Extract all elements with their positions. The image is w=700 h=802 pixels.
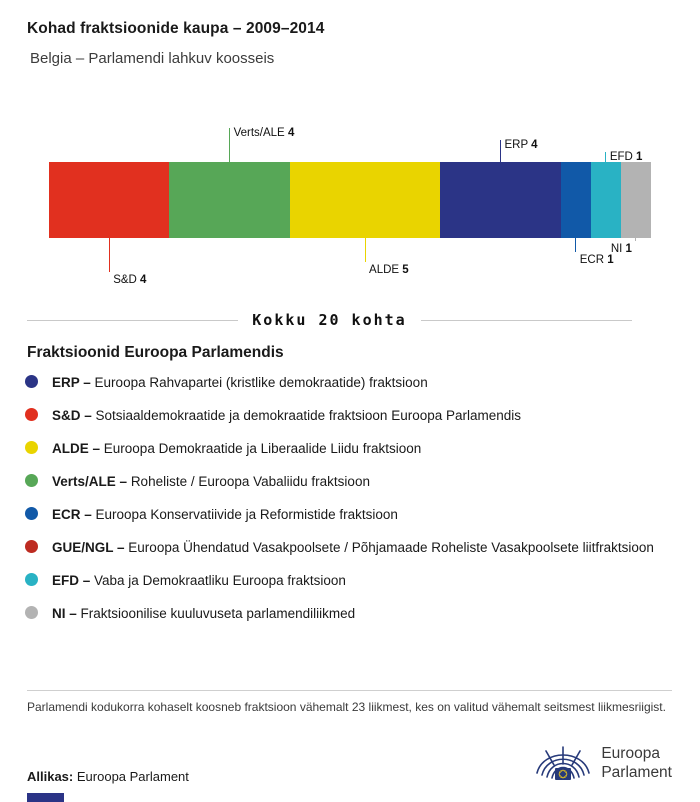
efd-color-dot-icon <box>25 573 38 586</box>
group-desc: Euroopa Konservatiivide ja Reformistide fraktsioon <box>95 507 398 522</box>
legend-item-text <box>52 538 654 557</box>
source-label: Allikas: <box>27 769 74 784</box>
group-desc: Vaba ja Demokraatliku Euroopa fraktsioon <box>94 573 346 588</box>
erp-color-dot-icon <box>25 375 38 388</box>
legend-item-text <box>52 604 355 623</box>
legend-item-text <box>52 505 398 524</box>
group-abbr: EFD – <box>52 573 91 588</box>
callout-label-erp: ERP 4 <box>504 139 538 151</box>
legend-item-efd <box>25 571 657 590</box>
source-line <box>27 769 189 784</box>
callout-label-verts-ale: Verts/ALE 4 <box>233 127 295 139</box>
group-desc: Fraktsioonilise kuuluvuseta parlamendiliikmed <box>80 606 356 621</box>
group-desc: Euroopa Rahvapartei (kristlike demokraatide) fraktsioon <box>94 375 428 390</box>
legend-item-text <box>52 406 521 425</box>
total-seats-row <box>27 311 632 329</box>
ecr-color-dot-icon <box>25 507 38 520</box>
logo-line2: Parlament <box>601 764 672 781</box>
sd-color-dot-icon <box>25 408 38 421</box>
callout-line-efd <box>605 152 606 162</box>
callout-line-verts-ale <box>229 128 230 162</box>
footnote-divider <box>27 690 672 691</box>
callout-line-s-d <box>109 238 110 272</box>
ni-color-dot-icon <box>25 606 38 619</box>
callout-line-alde <box>365 238 366 262</box>
total-seats-label: Kokku 20 kohta <box>252 311 407 329</box>
divider-line-left <box>27 320 238 321</box>
callout-line-ni <box>635 238 636 241</box>
legend-heading: Fraktsioonid Euroopa Parlamendis <box>27 344 284 361</box>
legend-item-ecr <box>25 505 657 524</box>
footnote-text: Parlamendi kodukorra kohaselt koosneb fraktsioon vähemalt 23 liikmest, kes on valitud vähemalt seitsmest liikmesriigist. <box>27 700 666 714</box>
legend-item-text <box>52 373 428 392</box>
seats-chart <box>49 118 651 292</box>
group-abbr: GUE/NGL – <box>52 540 125 555</box>
legend-item-ni <box>25 604 657 623</box>
legend-item-sd <box>25 406 657 425</box>
source-text: Euroopa Parlament <box>76 769 189 784</box>
group-abbr: ERP – <box>52 375 91 390</box>
page-title: Kohad fraktsioonide kaupa – 2009–2014 <box>27 20 325 37</box>
group-desc: Euroopa Demokraatide ja Liberaalide Liidu fraktsioon <box>103 441 422 456</box>
partially-visible-next-element <box>27 793 64 802</box>
group-abbr: NI – <box>52 606 77 621</box>
callout-label-ni: NI 1 <box>610 243 632 255</box>
callout-line-ecr <box>575 238 576 252</box>
callout-line-erp <box>500 140 501 162</box>
legend-item-alde <box>25 439 657 458</box>
ep-hemicycle-icon <box>534 742 592 784</box>
legend-item-verts-ale <box>25 472 657 491</box>
group-desc: Roheliste / Euroopa Vabaliidu fraktsioon <box>130 474 370 489</box>
alde-color-dot-icon <box>25 441 38 454</box>
legend-item-text <box>52 472 370 491</box>
logo-line1: Euroopa <box>601 745 660 762</box>
callout-label-alde: ALDE 5 <box>369 264 409 276</box>
chart-callouts <box>49 118 651 292</box>
callout-label-ecr: ECR 1 <box>579 254 614 266</box>
ep-logo-text <box>601 744 672 782</box>
legend-item-text <box>52 439 421 458</box>
group-desc: Euroopa Ühendatud Vasakpoolsete / Põhjamaade Roheliste Vasakpoolsete liitfraktsioon <box>128 540 654 555</box>
callout-label-efd: EFD 1 <box>609 151 643 163</box>
verts-ale-color-dot-icon <box>25 474 38 487</box>
legend-item-gue-ngl <box>25 538 657 557</box>
legend-item-erp <box>25 373 657 392</box>
legend-list <box>25 373 657 623</box>
legend-item-text <box>52 571 346 590</box>
callout-label-s-d: S&D 4 <box>113 274 147 286</box>
divider-line-right <box>421 320 632 321</box>
group-abbr: ECR – <box>52 507 92 522</box>
group-abbr: S&D – <box>52 408 92 423</box>
group-abbr: ALDE – <box>52 441 101 456</box>
european-parliament-logo <box>534 742 672 784</box>
gue-ngl-color-dot-icon <box>25 540 38 553</box>
group-abbr: Verts/ALE – <box>52 474 128 489</box>
page-subtitle: Belgia – Parlamendi lahkuv koosseis <box>30 50 275 67</box>
group-desc: Sotsiaaldemokraatide ja demokraatide fraktsioon Euroopa Parlamendis <box>95 408 522 423</box>
